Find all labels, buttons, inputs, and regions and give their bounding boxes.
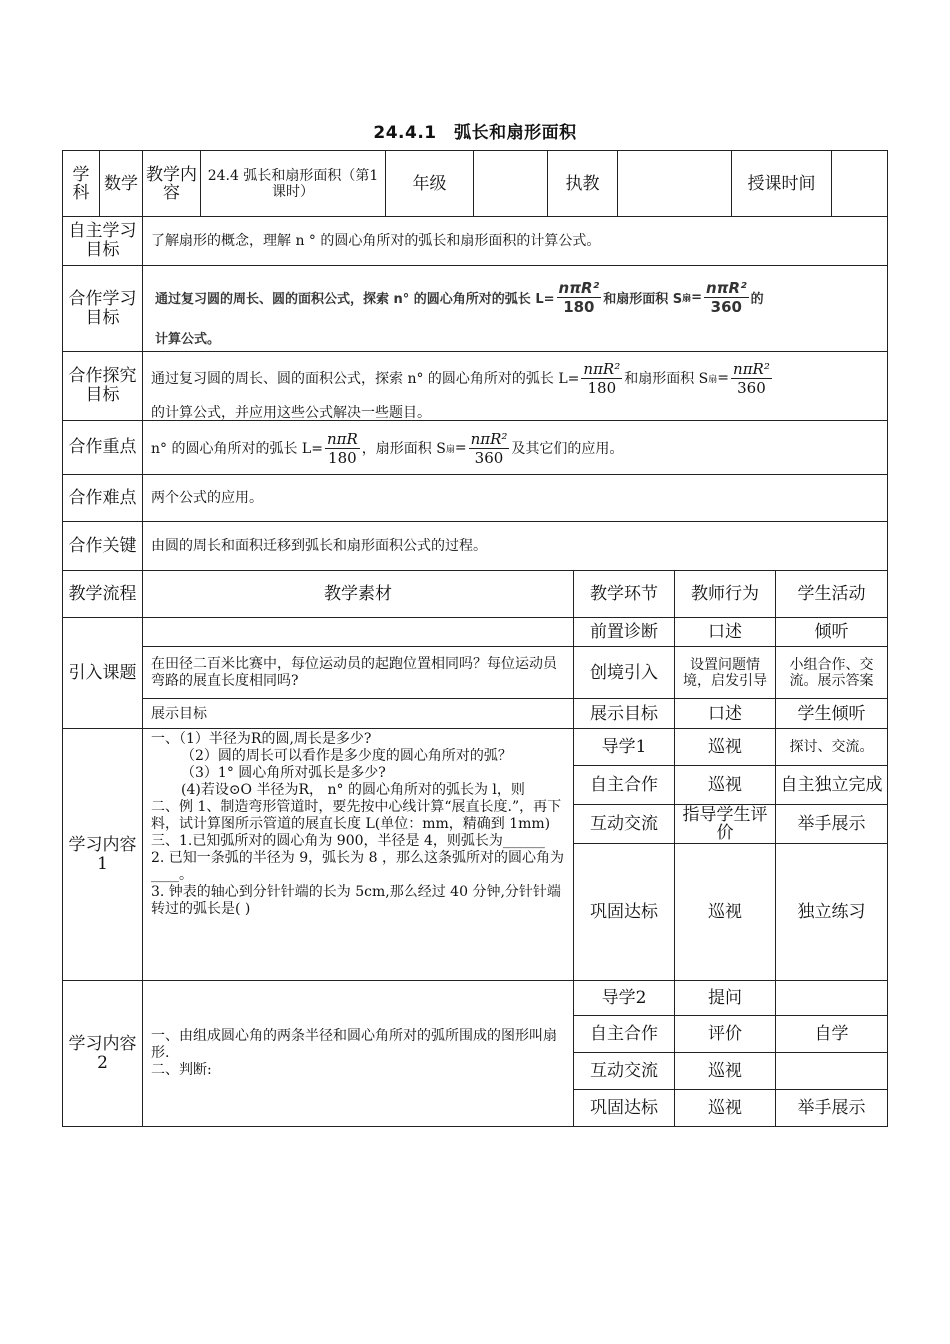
intro-material-3: 展示目标 xyxy=(142,698,574,729)
explore-goal-text-2: 的计算公式，并应用这些公式解决一些题目。 xyxy=(151,405,431,421)
page-title: 24.4.1 弧长和扇形面积 xyxy=(373,123,577,143)
coop-goal-text: 通过复习圆的周长、圆的面积公式，探索 n° 的圆心角所对的弧长 L= $\frac{\text{nπR²}}{180}$ 和扇形面积 S 扇 = $\frac{\text{nπR²}}{360}$ 的 xyxy=(155,278,764,316)
content1-stage-4: 巩固达标 xyxy=(573,843,675,981)
content1-student-1: 探讨、交流。 xyxy=(775,728,888,766)
content-label: 教学内容 xyxy=(142,150,201,217)
grade-value xyxy=(473,150,548,217)
teacher-header: 教师行为 xyxy=(674,570,776,618)
student-header: 学生活动 xyxy=(775,570,888,618)
teacher-value xyxy=(617,150,732,217)
arc-formula: $\frac{\text{nπR}}{180}$ xyxy=(326,429,358,467)
subject-label: 学科 xyxy=(62,150,100,217)
sector-formula: $\frac{\text{nπR²}}{360}$ xyxy=(470,429,508,467)
content1-stage-2: 自主合作 xyxy=(573,765,675,805)
intro-stage-2: 创境引入 xyxy=(573,646,675,699)
intro-stage-1: 前置诊断 xyxy=(573,617,675,647)
coop-goal-label: 合作学习目标 xyxy=(62,265,143,352)
content2-stage-1: 导学2 xyxy=(573,980,675,1016)
key-point-label: 合作重点 xyxy=(62,420,143,475)
content1-stage-1: 导学1 xyxy=(573,728,675,766)
arc-formula: $\frac{\text{nπR²}}{180}$ xyxy=(583,359,621,397)
explore-goal-label: 合作探究目标 xyxy=(62,351,143,421)
content1-student-2: 自主独立完成 xyxy=(775,765,888,805)
stage-header: 教学环节 xyxy=(573,570,675,618)
explore-goal-cell xyxy=(142,351,888,421)
intro-material-1 xyxy=(142,617,574,647)
content1-line: 3. 钟表的轴心到分针针端的长为 5cm,那么经过 40 分钟,分针针端转过的弧长是( ) xyxy=(151,884,561,917)
grade-label: 年级 xyxy=(385,150,474,217)
content2-stage-2: 自主合作 xyxy=(573,1015,675,1053)
intro-student-3: 学生倾听 xyxy=(775,698,888,729)
content1-line: (4)若设⊙O 半径为R， n° 的圆心角所对的弧长为 l，则 xyxy=(181,782,525,798)
content2-line: 一、由组成圆心角的两条半径和圆心角所对的弧所围成的图形叫扇形. xyxy=(151,1028,557,1061)
content2-student-2: 自学 xyxy=(775,1015,888,1053)
intro-teacher-3: 口述 xyxy=(674,698,776,729)
content1-teacher-3: 指导学生评价 xyxy=(674,804,776,844)
content1-teacher-4: 巡视 xyxy=(674,843,776,981)
intro-material-2: 在田径二百米比赛中，每位运动员的起跑位置相同吗？每位运动员弯路的展直长度相同吗? xyxy=(142,646,574,699)
crux-text: 由圆的周长和面积迁移到弧长和扇形面积公式的过程。 xyxy=(142,521,888,571)
intro-teacher-1: 口述 xyxy=(674,617,776,647)
crux-label: 合作关键 xyxy=(62,521,143,571)
sector-formula: $\frac{\text{nπR²}}{360}$ xyxy=(706,278,747,316)
content2-student-4: 举手展示 xyxy=(775,1089,888,1127)
time-label: 授课时间 xyxy=(731,150,832,217)
content1-line: 二、例 1、制造弯形管道时，要先按中心线计算“展直长度.”，再下料，试计算图所示管道的展直长度 L(单位：mm，精确到 1mm) xyxy=(151,799,562,832)
content2-label: 学习内容2 xyxy=(62,980,143,1127)
intro-student-1: 倾听 xyxy=(775,617,888,647)
content2-teacher-1: 提问 xyxy=(674,980,776,1016)
self-goal-label: 自主学习目标 xyxy=(62,216,143,266)
content1-stage-3: 互动交流 xyxy=(573,804,675,844)
arc-formula: $\frac{\text{nπR²}}{180}$ xyxy=(558,278,600,316)
content1-student-4: 独立练习 xyxy=(775,843,888,981)
coop-goal-cell xyxy=(142,265,888,352)
content1-line: （3）1° 圆心角所对弧长是多少? xyxy=(181,765,386,781)
difficulty-label: 合作难点 xyxy=(62,474,143,522)
content2-student-3 xyxy=(775,1052,888,1090)
content2-line: 二、判断: xyxy=(151,1062,212,1078)
content-value: 24.4 弧长和扇形面积（第1课时） xyxy=(200,150,386,217)
content2-stage-4: 巩固达标 xyxy=(573,1089,675,1127)
intro-stage-3: 展示目标 xyxy=(573,698,675,729)
content1-line: 一、（1）半径为R的圆,周长是多少? xyxy=(151,731,372,747)
content1-line: 三、1.已知弧所对的圆心角为 900，半径是 4，则弧长为______ xyxy=(151,833,545,849)
content2-stage-3: 互动交流 xyxy=(573,1052,675,1090)
key-point-cell xyxy=(142,420,888,475)
content1-line: （2）圆的周长可以看作是多少度的圆心角所对的弧？ xyxy=(181,748,512,764)
content1-material xyxy=(142,728,574,981)
content1-student-3: 举手展示 xyxy=(775,804,888,844)
content2-student-1 xyxy=(775,980,888,1016)
teacher-label: 执教 xyxy=(547,150,618,217)
content1-teacher-1: 巡视 xyxy=(674,728,776,766)
content2-teacher-3: 巡视 xyxy=(674,1052,776,1090)
subject-value: 数学 xyxy=(99,150,143,217)
self-goal-text: 了解扇形的概念，理解 n ° 的圆心角所对的弧长和扇形面积的计算公式。 xyxy=(142,216,888,266)
intro-teacher-2: 设置问题情境，启发引导 xyxy=(674,646,776,699)
content1-line: 2. 已知一条弧的半径为 9，弧长为 8 ，那么这条弧所对的圆心角为____。 xyxy=(151,850,564,883)
content2-material xyxy=(142,980,574,1127)
material-header: 教学素材 xyxy=(142,570,574,618)
difficulty-text: 两个公式的应用。 xyxy=(142,474,888,522)
sector-formula: $\frac{\text{nπR²}}{360}$ xyxy=(733,359,770,397)
intro-label: 引入课题 xyxy=(62,617,143,729)
content1-label: 学习内容1 xyxy=(62,728,143,981)
intro-student-2: 小组合作、交流。展示答案 xyxy=(775,646,888,699)
flow-label: 教学流程 xyxy=(62,570,143,618)
content2-teacher-4: 巡视 xyxy=(674,1089,776,1127)
content2-teacher-2: 评价 xyxy=(674,1015,776,1053)
coop-goal-text-2: 计算公式。 xyxy=(155,332,221,347)
content1-teacher-2: 巡视 xyxy=(674,765,776,805)
explore-goal-text: 通过复习圆的周长、圆的面积公式，探索 n° 的圆心角所对的弧长 L= $\frac{\text{nπR²}}{180}$ 和扇形面积 S 扇 = $\frac{\text{nπR²}}{360}$ xyxy=(151,359,770,397)
time-value xyxy=(831,150,888,217)
key-point-text: n° 的圆心角所对的弧长 L= $\frac{\text{nπR}}{180}$ ，扇形面积 S 扇 = $\frac{\text{nπR²}}{360}$ 及其它们的应用。 xyxy=(151,429,624,467)
